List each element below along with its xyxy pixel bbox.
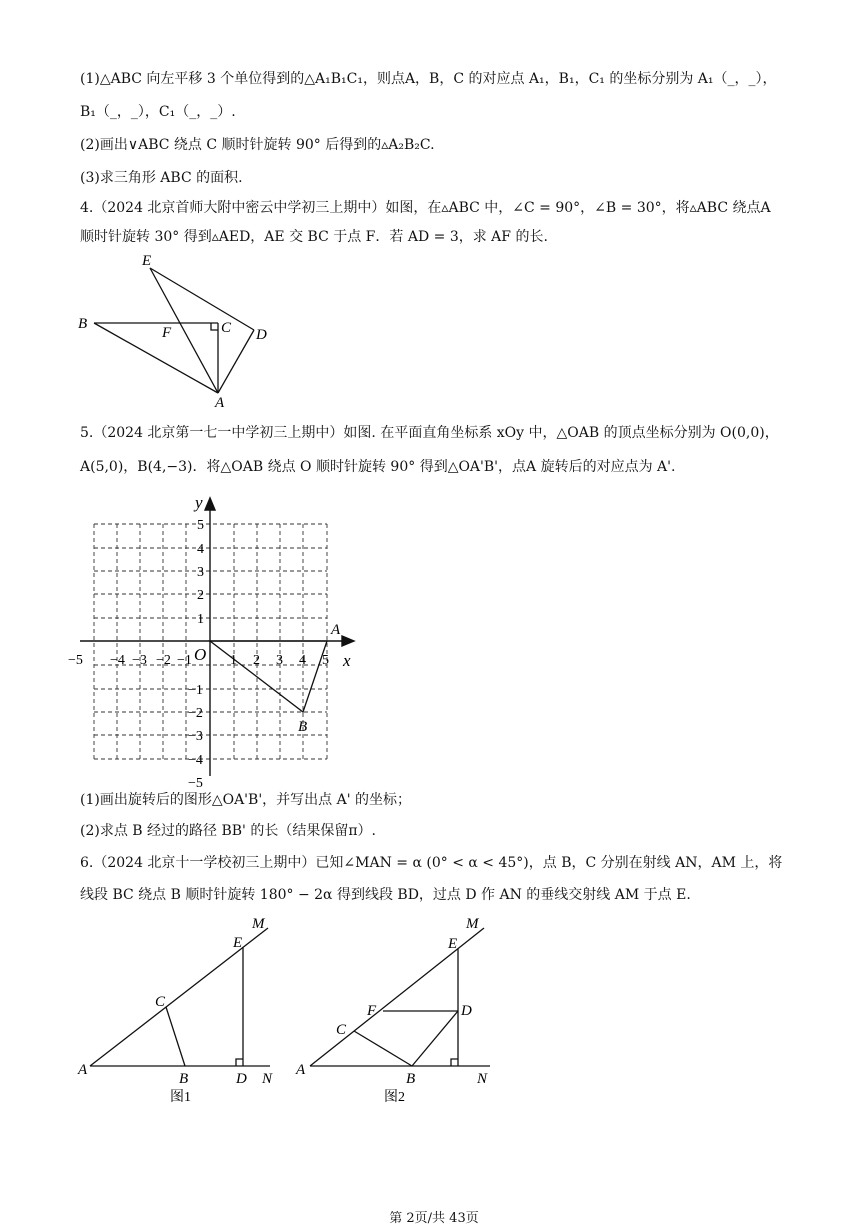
- segment-DA: [218, 330, 254, 393]
- q4-line1: 4.（2024 北京首师大附中密云中学初三上期中）如图，在▵ABC 中，∠C = 90°，∠B = 30°，将▵ABC 绕点A: [80, 200, 771, 216]
- q6-line2: 线段 BC 绕点 B 顺时针旋转 180° − 2α 得到线段 BD，过点 D 作 AN 的垂线交射线 AM 于点 E.: [80, 887, 691, 903]
- q5-grid-figure: [68, 488, 370, 791]
- label-F: F: [162, 325, 172, 341]
- right-angle-mark: [451, 1059, 458, 1066]
- x-tick: 2: [253, 653, 260, 668]
- x-tick: 1: [230, 653, 237, 668]
- label-A: A: [296, 1062, 306, 1078]
- figure-caption: 图1: [170, 1090, 191, 1105]
- label-N: N: [262, 1071, 273, 1087]
- label-D: D: [236, 1071, 247, 1087]
- x-tick: −1: [177, 653, 192, 668]
- label-C: C: [336, 1022, 347, 1038]
- segment-ED: [150, 268, 254, 330]
- label-M: M: [466, 916, 479, 932]
- x-tick: −3: [132, 653, 147, 668]
- label-M: M: [252, 916, 265, 932]
- q3-part1-line2: B₁（_，_），C₁（_，_）.: [80, 104, 236, 120]
- q3-part2: (2)画出∨ABC 绕点 C 顺时针旋转 90° 后得到的▵A₂B₂C.: [80, 137, 435, 153]
- label-E: E: [233, 935, 243, 951]
- label-C: C: [155, 994, 166, 1010]
- label-N: N: [477, 1071, 488, 1087]
- y-tick: −5: [188, 776, 203, 791]
- label-C: C: [221, 320, 232, 336]
- y-tick: 4: [197, 542, 204, 557]
- x-tick: −5: [68, 653, 83, 668]
- label-A: A: [331, 622, 341, 638]
- label-A: A: [215, 395, 225, 411]
- label-B: B: [179, 1071, 189, 1087]
- label-D: D: [256, 327, 267, 343]
- x-axis-label: x: [343, 651, 351, 670]
- label-B: B: [78, 316, 88, 332]
- y-axis-arrow: [205, 498, 215, 510]
- x-tick: 4: [299, 653, 306, 668]
- label-B: B: [298, 719, 308, 735]
- right-angle-mark: [236, 1059, 243, 1066]
- x-tick: 3: [276, 653, 283, 668]
- y-tick: −2: [188, 706, 203, 721]
- q5-line1: 5.（2024 北京第一七一中学初三上期中）如图. 在平面直角坐标系 xOy 中，△OAB 的顶点坐标分别为 O(0,0)，: [80, 425, 779, 441]
- q6-figure-1: [70, 908, 285, 1110]
- q3-part3: (3)求三角形 ABC 的面积.: [80, 170, 243, 186]
- y-tick: −3: [188, 729, 203, 744]
- y-tick: 3: [197, 565, 204, 580]
- q6-line1: 6.（2024 北京十一学校初三上期中）已知∠MAN = α (0° < α < 45°)，点 B，C 分别在射线 AN，AM 上，将: [80, 855, 783, 871]
- q5-part2: (2)求点 B 经过的路径 BB' 的长（结果保留π）.: [80, 823, 376, 839]
- y-axis-label: y: [195, 493, 203, 512]
- segment-CB: [166, 1007, 185, 1066]
- y-tick: 1: [197, 612, 204, 627]
- x-tick: −4: [110, 653, 125, 668]
- y-tick: −4: [188, 753, 203, 768]
- q5-line2: A(5,0)，B(4,−3)．将△OAB 绕点 O 顺时针旋转 90° 得到△OA'B'，点A 旋转后的对应点为 A'.: [80, 459, 676, 475]
- page-footer: 第 2页/共 43页: [389, 1211, 479, 1226]
- x-axis-arrow: [342, 636, 354, 646]
- segment-BD: [412, 1011, 458, 1066]
- label-D: D: [461, 1003, 472, 1019]
- label-E: E: [142, 253, 152, 269]
- q5-part1: (1)画出旋转后的图形△OA'B'，并写出点 A' 的坐标；: [80, 792, 412, 808]
- triangle-OAB: [210, 641, 327, 712]
- y-tick: 2: [197, 588, 204, 603]
- label-A: A: [78, 1062, 88, 1078]
- q6-figure-2: [290, 908, 505, 1110]
- segment-CB: [354, 1031, 412, 1066]
- label-B: B: [406, 1071, 416, 1087]
- q4-line2: 顺时针旋转 30° 得到▵AED，AE 交 BC 于点 F．若 AD = 3，求 AF 的长.: [80, 229, 548, 245]
- x-tick: −2: [156, 653, 171, 668]
- right-angle-mark: [211, 323, 218, 330]
- figure-caption: 图2: [384, 1090, 405, 1105]
- label-E: E: [448, 936, 458, 952]
- label-O: O: [194, 645, 207, 664]
- label-F: F: [367, 1003, 377, 1019]
- q4-figure: [70, 250, 290, 410]
- y-tick: −1: [188, 683, 203, 698]
- q3-part1-line1: (1)△ABC 向左平移 3 个单位得到的△A₁B₁C₁，则点A，B，C 的对应点 A₁，B₁，C₁ 的坐标分别为 A₁（_，_），: [80, 71, 777, 87]
- x-tick: 5: [322, 653, 329, 668]
- y-tick: 5: [197, 518, 204, 533]
